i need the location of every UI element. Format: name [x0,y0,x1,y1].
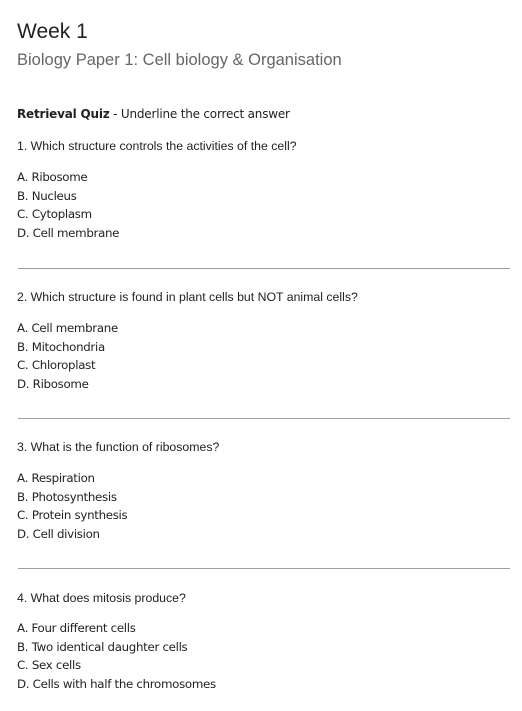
question-3-option-c[interactable]: C. Protein synthesis [17,508,128,523]
question-3-options [17,469,127,544]
question-2-option-c[interactable]: C. Chloroplast [17,358,96,373]
question-2-option-d[interactable]: D. Ribosome [17,377,89,392]
question-4-text: 4. What does mitosis produce? [17,591,186,605]
quiz-instruction-label: Retrieval Quiz [17,107,110,121]
question-1-option-b[interactable]: B. Nucleus [17,188,77,203]
question-4-options [17,619,216,694]
question-2-option-a[interactable]: A. Cell membrane [17,321,118,335]
quiz-instruction [17,107,290,121]
question-2-options [17,319,118,394]
question-4-option-c[interactable]: C. Sex cells [17,658,81,673]
quiz-instruction-text: - Underline the correct answer [109,107,290,121]
page-subtitle: Biology Paper 1: Cell biology & Organisation [17,51,342,69]
question-1-options [17,168,119,243]
question-3-text: 3. What is the function of ribosomes? [17,440,220,454]
question-divider [18,568,510,569]
question-1-option-d[interactable]: D. Cell membrane [17,226,120,241]
question-3-option-a[interactable]: A. Respiration [17,471,95,485]
question-3-option-b[interactable]: B. Photosynthesis [17,489,117,504]
question-2-option-b[interactable]: B. Mitochondria [17,339,105,354]
question-1-option-a[interactable]: A. Ribosome [17,170,88,184]
page-title: Week 1 [17,20,88,43]
question-4-option-b[interactable]: B. Two identical daughter cells [17,639,188,654]
question-3-option-d[interactable]: D. Cell division [17,527,100,542]
question-1-option-c[interactable]: C. Cytoplasm [17,207,92,222]
question-2-text: 2. Which structure is found in plant cells but NOT animal cells? [17,290,358,304]
question-divider [18,418,510,419]
question-4-option-a[interactable]: A. Four different cells [17,621,136,635]
question-1-text: 1. Which structure controls the activities of the cell? [17,139,297,153]
question-divider [18,268,510,269]
question-4-option-d[interactable]: D. Cells with half the chromosomes [17,677,216,692]
